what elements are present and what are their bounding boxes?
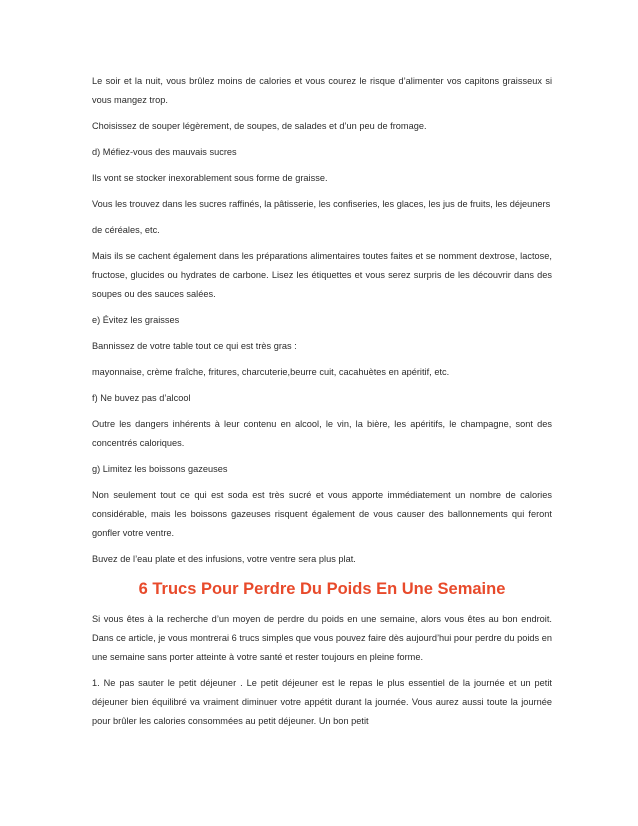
section-heading-fats: e) Évitez les graisses bbox=[92, 315, 180, 325]
paragraph-cereals: de céréales, etc. bbox=[92, 225, 160, 235]
section-heading-sugars: d) Méfiez-vous des mauvais sucres bbox=[92, 147, 237, 157]
document-page bbox=[92, 72, 552, 738]
paragraph-light-supper: Choisissez de souper légèrement, de soupes, de salades et d’un peu de fromage. bbox=[92, 121, 427, 131]
paragraph-fat-storage: Ils vont se stocker inexorablement sous forme de graisse. bbox=[92, 173, 328, 183]
paragraph-breakfast: 1. Ne pas sauter le petit déjeuner . Le petit déjeuner est le repas le plus essentiel de la journée et un petit déjeuner bien équilibré va vraiment diminuer votre appétit durant la journée. Vous aurez aussi toute la journée pour brûler les calories consommées au petit déjeuner. Un bon petit bbox=[92, 678, 552, 726]
paragraph-hidden-sugars: Mais ils se cachent également dans les préparations alimentaires toutes faites et se nomment dextrose, lactose, fructose, glucides ou hydrates de carbone. Lisez les étiquettes et vous serez surpris de les découvrir dans des soupes ou des sauces salées. bbox=[92, 251, 552, 299]
paragraph-intro: Si vous êtes à la recherche d’un moyen de perdre du poids en une semaine, alors vous êtes au bon endroit. Dans ce article, je vous montrerai 6 trucs simples que vous pouvez faire dès aujourd’hui pour perdre du poids en une semaine sans porter atteinte à votre santé et rester toujours en pleine forme. bbox=[92, 614, 552, 662]
paragraph-ban-fatty: Bannissez de votre table tout ce qui est très gras : bbox=[92, 341, 297, 351]
section-heading-soda: g) Limitez les boissons gazeuses bbox=[92, 464, 228, 474]
paragraph-fatty-list: mayonnaise, crème fraîche, fritures, charcuterie,beurre cuit, cacahuètes en apéritif, etc. bbox=[92, 367, 450, 377]
paragraph-sugar-sources: Vous les trouvez dans les sucres raffinés, la pâtisserie, les confiseries, les glaces, les jus de fruits, les déjeuners bbox=[92, 199, 551, 209]
paragraph-drink-water: Buvez de l’eau plate et des infusions, votre ventre sera plus plat. bbox=[92, 554, 356, 564]
section-heading-alcohol: f) Ne buvez pas d’alcool bbox=[92, 393, 191, 403]
article-heading: 6 Trucs Pour Perdre Du Poids En Une Semaine bbox=[138, 580, 506, 598]
paragraph-soda-effects: Non seulement tout ce qui est soda est très sucré et vous apporte immédiatement un nombre de calories considérable, mais les boissons gazeuses risquent également de vous causer des ballonnements qui feront gonfler votre ventre. bbox=[92, 490, 552, 538]
paragraph-evening-calories: Le soir et la nuit, vous brûlez moins de calories et vous courez le risque d’alimenter vos capitons graisseux si vous mangez trop. bbox=[92, 76, 552, 105]
paragraph-alcohol-dangers: Outre les dangers inhérents à leur contenu en alcool, le vin, la bière, les apéritifs, le champagne, sont des concentrés caloriques. bbox=[92, 419, 552, 448]
